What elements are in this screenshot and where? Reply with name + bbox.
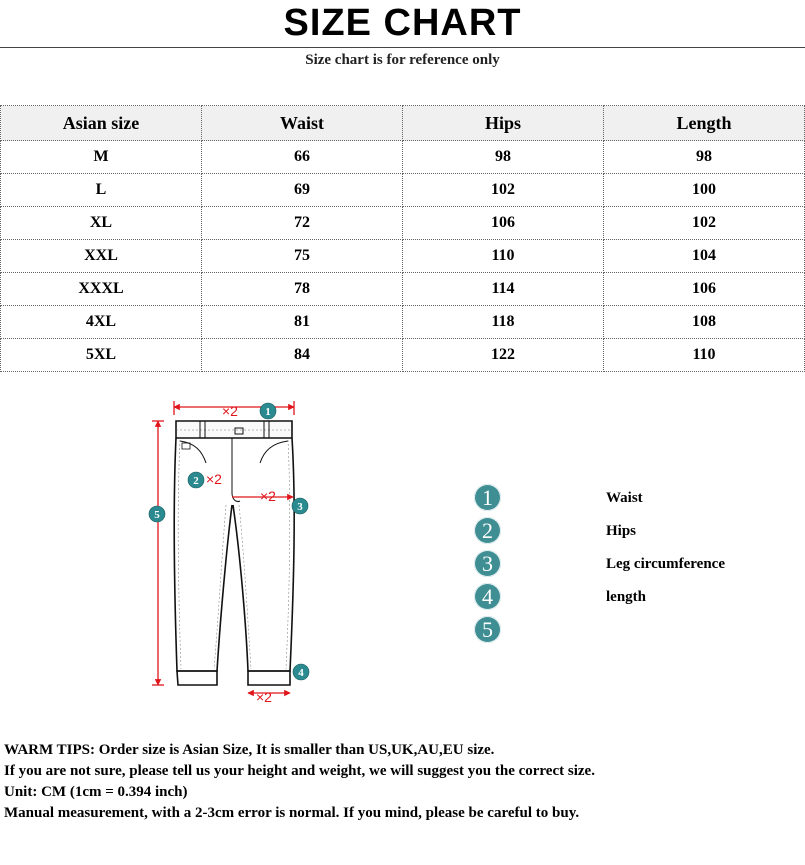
marker-3 bbox=[292, 498, 308, 514]
table-cell-size: XXXL bbox=[1, 273, 202, 306]
table-row bbox=[1, 141, 805, 174]
pants-icon bbox=[174, 421, 294, 685]
page-title: SIZE CHART bbox=[283, 2, 522, 44]
svg-text:2: 2 bbox=[193, 475, 199, 487]
table-cell-waist: 69 bbox=[202, 174, 403, 207]
marker-1 bbox=[260, 403, 276, 419]
table-cell-length: 100 bbox=[604, 174, 805, 207]
table-row bbox=[1, 240, 805, 273]
svg-text:4: 4 bbox=[298, 667, 304, 679]
table-row bbox=[1, 174, 805, 207]
tip-line: WARM TIPS: Order size is Asian Size, It is smaller than US,UK,AU,EU size. bbox=[4, 742, 495, 758]
table-cell-hips: 118 bbox=[403, 306, 604, 339]
table-cell-hips: 122 bbox=[403, 339, 604, 372]
table-row bbox=[1, 339, 805, 372]
legend-label: Waist bbox=[606, 490, 643, 506]
number-1-icon: 1 bbox=[474, 484, 501, 511]
page-subtitle: Size chart is for reference only bbox=[305, 52, 500, 68]
tip-line: If you are not sure, please tell us your height and weight, we will suggest you the correct size. bbox=[4, 763, 595, 779]
hips-multiplier: ×2 bbox=[206, 471, 222, 487]
table-cell-hips: 114 bbox=[403, 273, 604, 306]
table-cell-size: 4XL bbox=[1, 306, 202, 339]
svg-text:5: 5 bbox=[154, 509, 160, 521]
table-header-row bbox=[1, 106, 805, 141]
table-cell-length: 104 bbox=[604, 240, 805, 273]
table-cell-waist: 78 bbox=[202, 273, 403, 306]
column-header-waist: Waist bbox=[202, 106, 403, 141]
marker-4 bbox=[293, 664, 309, 680]
table-cell-size: M bbox=[1, 141, 202, 174]
table-row bbox=[1, 273, 805, 306]
table-cell-length: 102 bbox=[604, 207, 805, 240]
column-header-hips: Hips bbox=[403, 106, 604, 141]
table-cell-hips: 102 bbox=[403, 174, 604, 207]
waist-multiplier: ×2 bbox=[222, 403, 238, 419]
table-cell-waist: 81 bbox=[202, 306, 403, 339]
table-cell-waist: 84 bbox=[202, 339, 403, 372]
table-cell-waist: 72 bbox=[202, 207, 403, 240]
table-cell-length: 110 bbox=[604, 339, 805, 372]
legend-label: Leg circumference bbox=[606, 556, 725, 572]
number-5-icon: 5 bbox=[474, 616, 501, 643]
svg-text:1: 1 bbox=[265, 406, 271, 418]
leg-multiplier: ×2 bbox=[260, 488, 276, 504]
table-cell-length: 98 bbox=[604, 141, 805, 174]
marker-5 bbox=[149, 506, 165, 522]
table-cell-size: XXL bbox=[1, 240, 202, 273]
table-cell-waist: 66 bbox=[202, 141, 403, 174]
tip-line: Manual measurement, with a 2-3cm error is normal. If you mind, please be careful to buy. bbox=[4, 805, 580, 821]
table-cell-size: 5XL bbox=[1, 339, 202, 372]
table-cell-size: XL bbox=[1, 207, 202, 240]
legend-label: length bbox=[606, 589, 647, 605]
table-row bbox=[1, 306, 805, 339]
size-table bbox=[0, 105, 805, 372]
column-header-asian-size: Asian size bbox=[1, 106, 202, 141]
tip-line: Unit: CM (1cm = 0.394 inch) bbox=[4, 784, 188, 800]
warm-tips bbox=[4, 740, 794, 824]
table-cell-hips: 110 bbox=[403, 240, 604, 273]
hem-multiplier: ×2 bbox=[256, 689, 272, 705]
table-cell-hips: 106 bbox=[403, 207, 604, 240]
table-cell-hips: 98 bbox=[403, 141, 604, 174]
number-4-icon: 4 bbox=[474, 583, 501, 610]
table-cell-size: L bbox=[1, 174, 202, 207]
table-cell-length: 106 bbox=[604, 273, 805, 306]
table-cell-length: 108 bbox=[604, 306, 805, 339]
table-cell-waist: 75 bbox=[202, 240, 403, 273]
title-divider bbox=[0, 47, 805, 48]
pants-measurement-diagram bbox=[140, 393, 320, 705]
marker-2 bbox=[188, 472, 204, 488]
number-2-icon: 2 bbox=[474, 517, 501, 544]
svg-text:3: 3 bbox=[297, 501, 303, 513]
legend-label: Hips bbox=[606, 523, 637, 539]
table-row bbox=[1, 207, 805, 240]
number-3-icon: 3 bbox=[474, 550, 501, 577]
column-header-length: Length bbox=[604, 106, 805, 141]
